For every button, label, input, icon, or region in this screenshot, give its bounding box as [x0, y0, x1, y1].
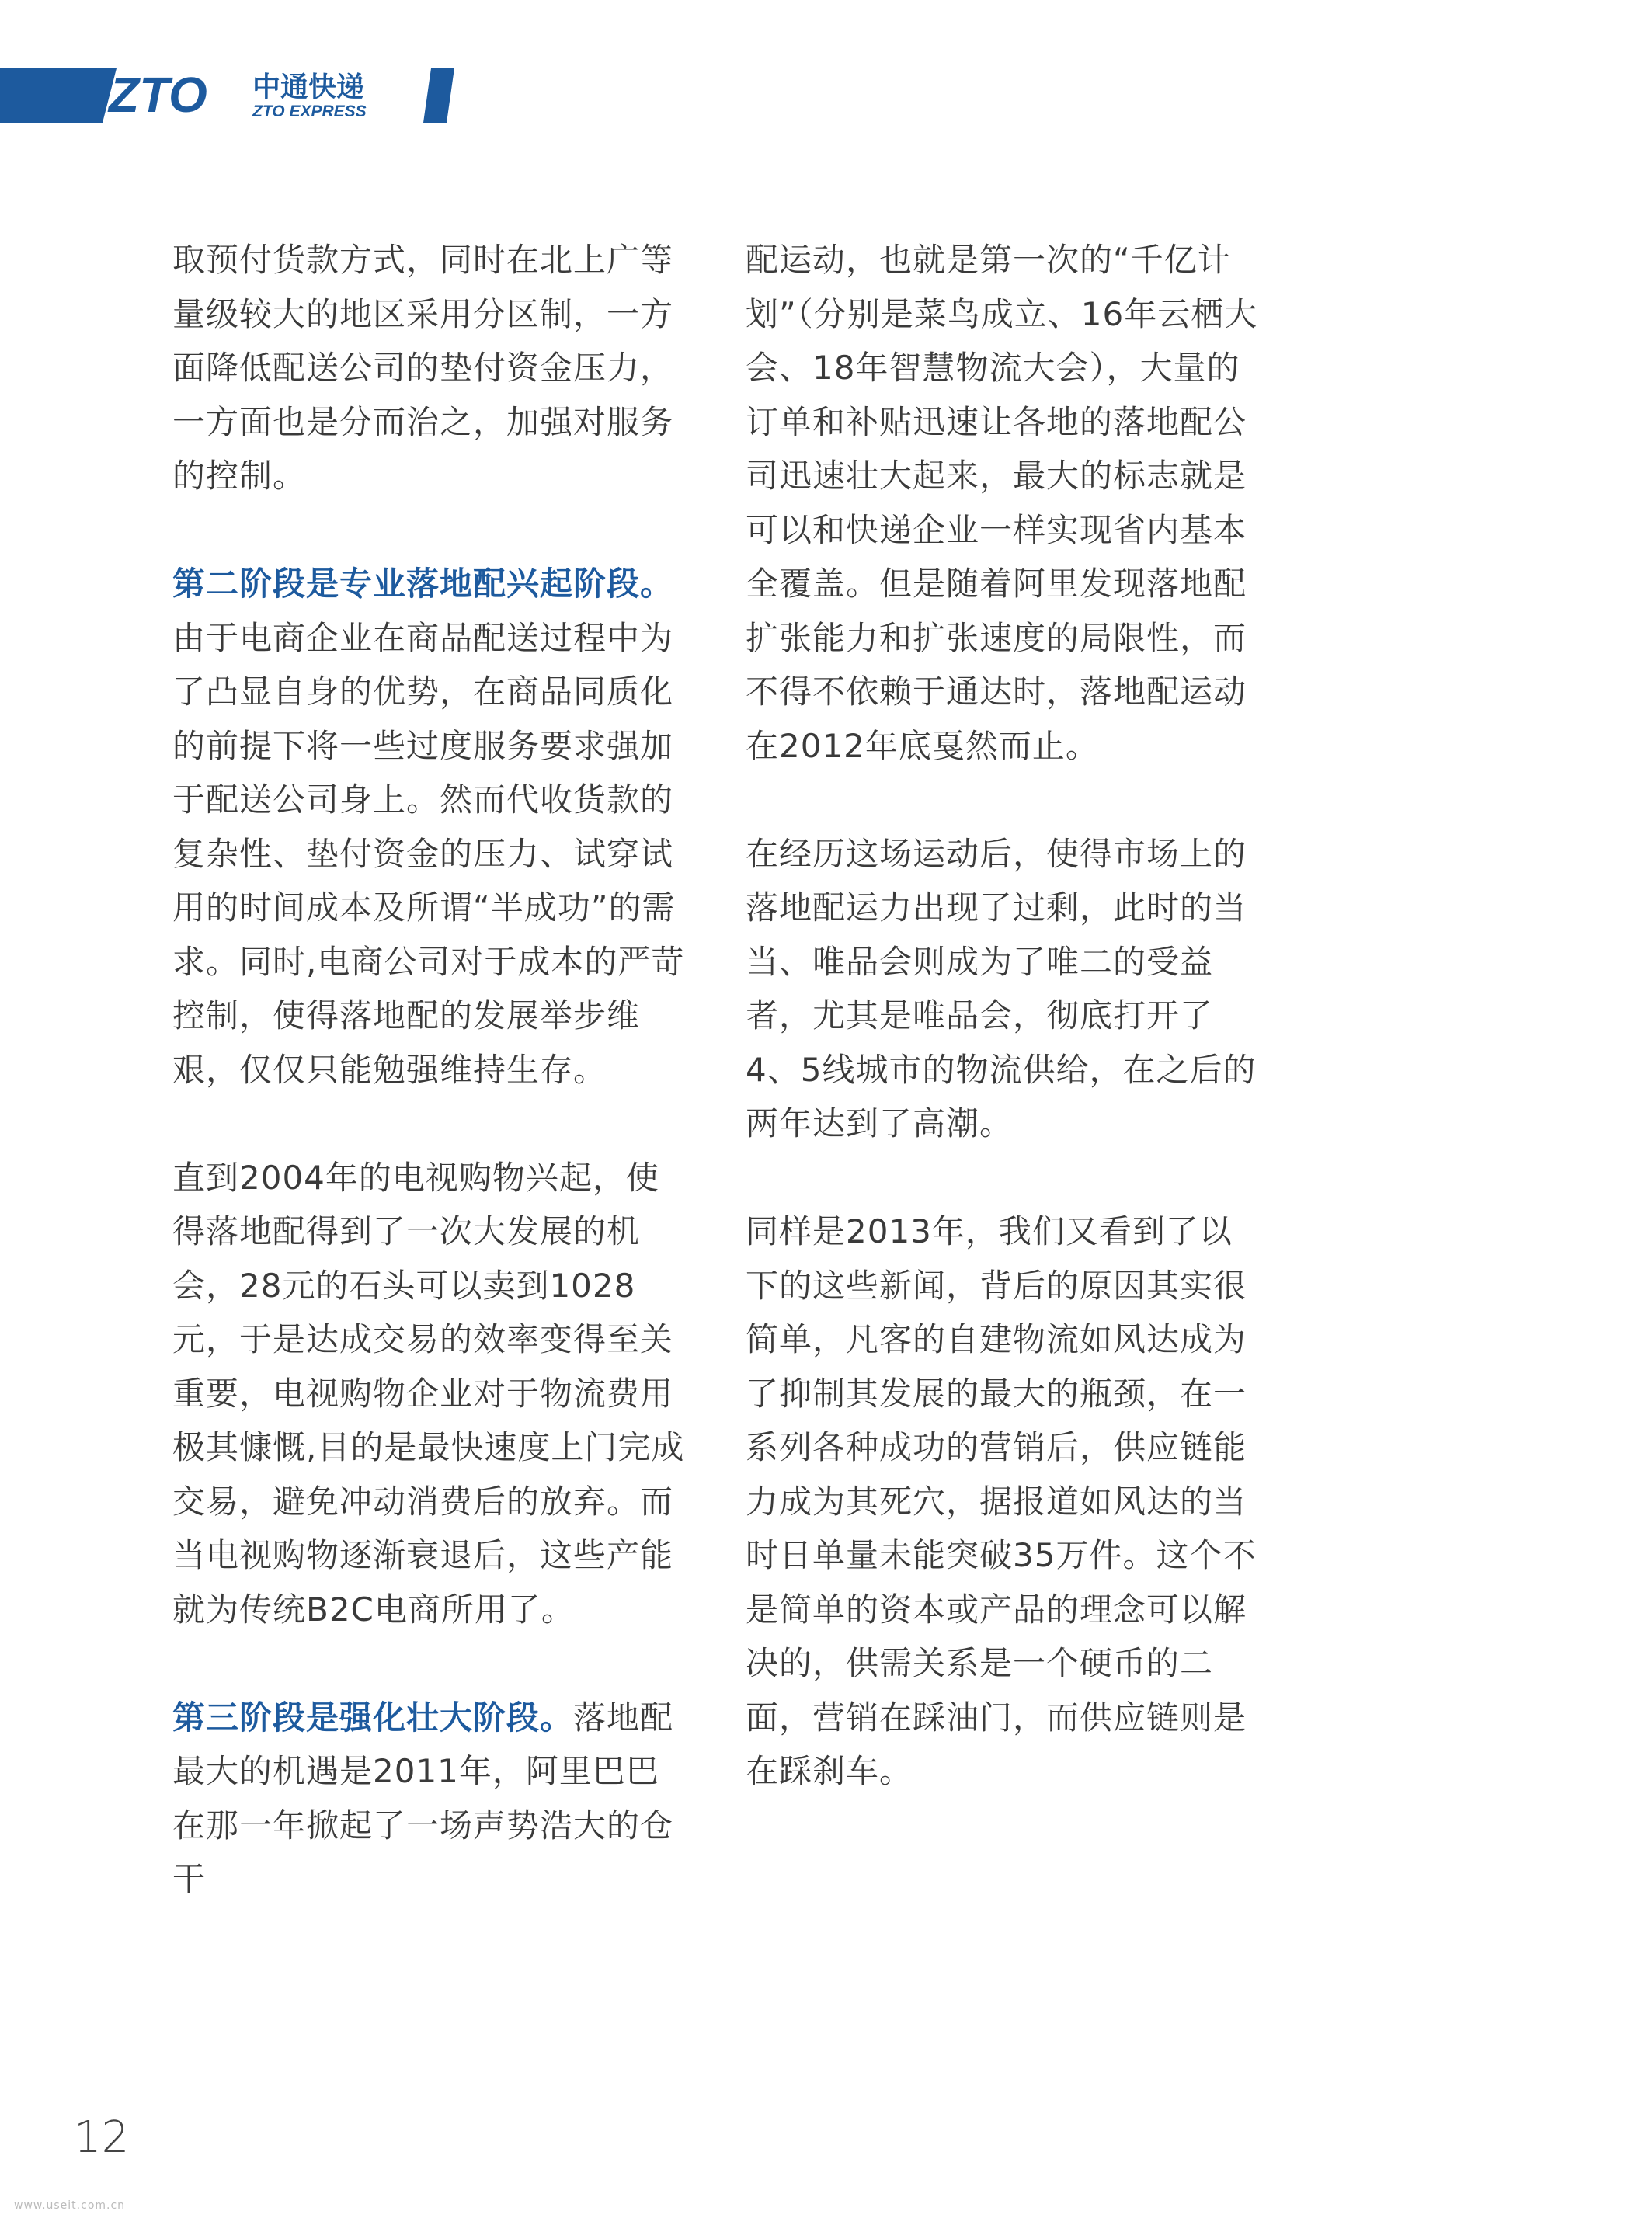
- zto-logo: [0, 68, 454, 123]
- stage-three-heading: 第三阶段是强化壮大阶段。: [172, 1698, 574, 1737]
- paragraph-alibaba-plan: 配运动，也就是第一次的“千亿计划”（分别是菜鸟成立、16年云栖大会、18年智慧物流大会），大量的订单和补贴迅速让各地的落地配公司迅速壮大起来，最大的标志就是可以和快递企业一样实现省内基本全覆盖。但是随着阿里发现落地配扩张能力和扩张速度的局限性，而不得不依赖于通达时，落地配运动在2012年底戛然而止。: [746, 241, 1258, 765]
- logo-english-name: ZTO EXPRESS: [252, 103, 367, 120]
- paragraph-stage-two: [172, 557, 685, 1097]
- logo-mark: ZTO: [109, 68, 207, 123]
- right-column: [746, 233, 1262, 1799]
- paragraph-stage-three: [172, 1691, 685, 1907]
- paragraph-tv-shopping: 直到2004年的电视购物兴起，使得落地配得到了一次大发展的机会，28元的石头可以卖到1028元，于是达成交易的效率变得至关重要，电视购物企业对于物流费用极其慷慨,目的是最快速度上门完成交易，避免冲动消费后的放弃。而当电视购物逐渐衰退后，这些产能就为传统B2C电商所用了。: [172, 1158, 685, 1629]
- left-column: [172, 233, 685, 1907]
- header-logo-bar: [0, 68, 454, 123]
- paragraph-vancl-logistics: 同样是2013年，我们又看到了以下的这些新闻，背后的原因其实很简单，凡客的自建物流如风达成为了抑制其发展的最大的瓶颈，在一系列各种成功的营销后，供应链能力成为其死穴，据报道如风达的当时日单量未能突破35万件。这个不是简单的资本或产品的理念可以解决的，供需关系是一个硬币的二面，营销在踩油门，而供应链则是在踩刹车。: [746, 1212, 1257, 1790]
- logo-chinese-name: 中通快递: [252, 71, 365, 103]
- stage-two-body: 由于电商企业在商品配送过程中为了凸显自身的优势，在商品同质化的前提下将一些过度服务要求强加于配送公司身上。然而代收货款的复杂性、垫付资金的压力、试穿试用的时间成本及所谓“半成功”的需求。同时,电商公司对于成本的严苛控制，使得落地配的发展举步维艰，仅仅只能勉强维持生存。: [172, 618, 685, 1089]
- paragraph-payment: 取预付货款方式，同时在北上广等量级较大的地区采用分区制，一方面降低配送公司的垫付资金压力，一方面也是分而治之，加强对服务的控制。: [172, 241, 674, 495]
- stage-two-heading: 第二阶段是专业落地配兴起阶段。: [172, 565, 674, 603]
- watermark: www.useit.com.cn: [14, 2199, 126, 2212]
- stage-three-body: 落地配最大的机遇是2011年，阿里巴巴在那一年掀起了一场声势浩大的仓干: [172, 1698, 674, 1898]
- page-number: 12: [74, 2112, 130, 2163]
- paragraph-overcapacity: 在经历这场运动后，使得市场上的落地配运力出现了过剩，此时的当当、唯品会则成为了唯二的受益者，尤其是唯品会，彻底打开了4、5线城市的物流供给，在之后的两年达到了高潮。: [746, 834, 1257, 1142]
